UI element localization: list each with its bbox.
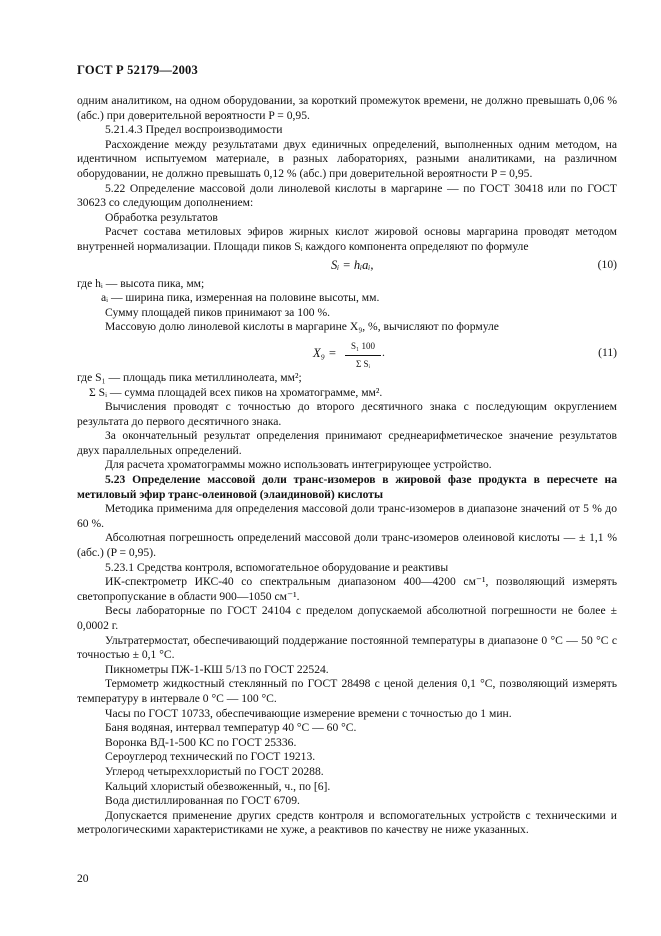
- formula-11-numerator: S₁ 100: [345, 339, 381, 356]
- equipment-item: Часы по ГОСТ 10733, обеспечивающие измерение времени с точностью до 1 мин.: [105, 706, 512, 720]
- paragraph: Вычисления проводят с точностью до второго десятичного знака с последующим округлением результата до первого десятичного знака.: [77, 400, 617, 428]
- document-body: [77, 94, 617, 838]
- reagent-item: Кальций хлористый обезвоженный, ч., по [6].: [105, 779, 331, 793]
- where-line: Σ Sᵢ — сумма площадей всех пиков на хроматограмме, мм².: [89, 385, 383, 399]
- reagent-item: Вода дистиллированная по ГОСТ 6709.: [105, 794, 300, 808]
- clause-heading: 5.22 Определение массовой доли линолевой кислоты в маргарине — по ГОСТ 30418 или по ГОСТ 30623 со следующим дополнением:: [77, 181, 617, 210]
- paragraph: Допускается применение других средств контроля и вспомогательных устройств с техническими и метрологическими характеристиками не хуже, а реактивов по качеству не ниже указанных.: [77, 808, 617, 837]
- standard-header: ГОСТ Р 52179—2003: [77, 63, 198, 77]
- paragraph: Абсолютная погрешность определений массовой доли транс-изомеров олеиновой кислоты — ± 1,1 % (абс.) (P = 0,95).: [77, 531, 617, 560]
- formula-11-fraction: [345, 339, 381, 371]
- equipment-item: Пикнометры ПЖ-1-КШ 5/13 по ГОСТ 22524.: [105, 662, 329, 676]
- formula-11-tail: .: [382, 345, 385, 359]
- paragraph: Расхождение между результатами двух единичных определений, выполненных одним методом, на идентичном испытуемом материале, в разных лабораториях, разными аналитиками, на различном оборудовании, не должно превышать 0,12 % (абс.) при доверительной вероятности P = 0,95.: [77, 137, 617, 180]
- equipment-item: ИК-спектрометр ИКС-40 со спектральным диапазоном 400—4200 см⁻¹, позволяющий измерять светопропускание в области 900—1050 см⁻¹.: [77, 575, 617, 603]
- equipment-item: Баня водяная, интервал температур 40 °С — 60 °С.: [105, 721, 357, 735]
- paragraph: Массовую долю линолевой кислоты в маргарине X₉, %, вычисляют по формуле: [105, 320, 499, 334]
- paragraph: Расчет состава метиловых эфиров жирных кислот жировой основы маргарина проводят методом внутренней нормализации. Площади пиков Sᵢ каждого компонента определяют по формуле: [77, 225, 617, 253]
- formula-10: [77, 256, 617, 276]
- formula-11: [77, 338, 617, 368]
- equipment-item: Ультратермостат, обеспечивающий поддержание постоянной температуры в диапазоне 0 °С — 50 °С с точностью ± 0,1 °С.: [77, 633, 617, 662]
- section-heading-5-23: 5.23 Определение массовой доли транс-изомеров в жировой фазе продукта в пересчете на метиловый эфир транс-олеиновой (элаидиновой) кислоты: [77, 473, 617, 501]
- reagent-item: Углерод четыреххлористый по ГОСТ 20288.: [105, 764, 324, 778]
- paragraph: Сумму площадей пиков принимают за 100 %.: [105, 305, 331, 319]
- equipment-item: Термометр жидкостный стеклянный по ГОСТ 28498 с ценой деления 0,1 °С, позволяющий измерять температуру в интервале 0 °С — 100 °С.: [77, 677, 617, 705]
- formula-11-denominator: Σ Sᵢ: [356, 358, 370, 369]
- subheading: Обработка результатов: [105, 210, 218, 224]
- equipment-item: Воронка ВД-1-500 КС по ГОСТ 25336.: [105, 735, 297, 749]
- page-number: 20: [77, 872, 89, 885]
- equipment-item: Весы лабораторные по ГОСТ 24104 с пределом допускаемой абсолютной погрешности не более ± 0,0002 г.: [77, 604, 617, 632]
- paragraph: одним аналитиком, на одном оборудовании, за короткий промежуток времени, не должно превышать 0,06 % (абс.) при доверительной вероятности P = 0,95.: [77, 94, 617, 122]
- where-line: где S₁ — площадь пика метиллинолеата, мм²;: [77, 370, 302, 384]
- where-line: aᵢ — ширина пика, измеренная на половине высоты, мм.: [101, 291, 380, 305]
- clause-heading: 5.21.4.3 Предел воспроизводимости: [105, 123, 283, 137]
- formula-10-number: (10): [597, 257, 617, 271]
- where-line: где hᵢ — высота пика, мм;: [77, 276, 205, 290]
- paragraph: Методика применима для определения массовой доли транс-изомеров в диапазоне значений от 5 % до 60 %.: [77, 502, 617, 530]
- reagent-item: Сероуглерод технический по ГОСТ 19213.: [105, 750, 316, 764]
- paragraph: За окончательный результат определения принимают среднеарифметическое значение результатов двух параллельных определений.: [77, 429, 617, 457]
- clause-heading: 5.23.1 Средства контроля, вспомогательное оборудование и реактивы: [105, 560, 449, 574]
- formula-11-lhs: X₉ =: [313, 345, 337, 360]
- paragraph: Для расчета хроматограммы можно использовать интегрирующее устройство.: [105, 458, 492, 472]
- formula-11-number: (11): [598, 345, 617, 359]
- formula-10-expression: Sᵢ = hᵢaᵢ,: [331, 257, 374, 272]
